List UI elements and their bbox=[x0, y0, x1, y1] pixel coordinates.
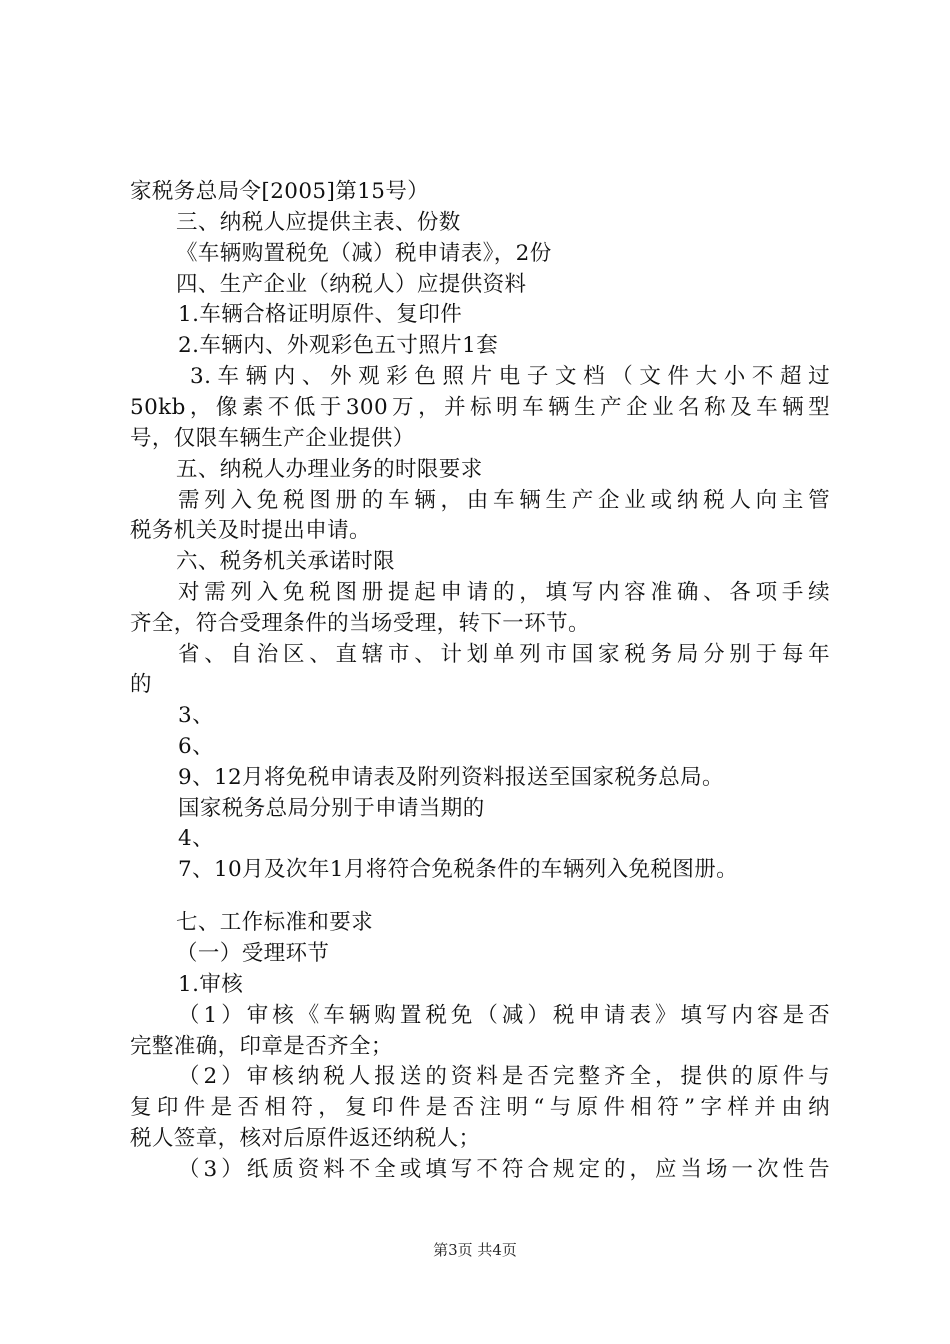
list-item: （1）审核《车辆购置税免（减）税申请表》填写内容是否 bbox=[178, 1003, 830, 1028]
body-line: 《车辆购置税免（减）税申请表》，2份 bbox=[176, 241, 552, 266]
body-line: 税人签章，核对后原件返还纳税人； bbox=[130, 1126, 481, 1151]
subsection-heading: 1.审核 bbox=[178, 972, 244, 997]
body-line: 6、 bbox=[178, 734, 214, 759]
body-line: 齐全，符合受理条件的当场受理，转下一环节。 bbox=[130, 611, 590, 636]
body-line: 9、12月将免税申请表及附列资料报送至国家税务总局。 bbox=[178, 765, 724, 790]
list-item: （3）纸质资料不全或填写不符合规定的，应当场一次性告 bbox=[178, 1157, 830, 1182]
body-line: 的 bbox=[130, 672, 152, 697]
list-item: 3.车辆内、外观彩色照片电子文档（文件大小不超过 bbox=[190, 364, 830, 389]
section-heading: 七、工作标准和要求 bbox=[176, 910, 374, 935]
list-item: （2）审核纳税人报送的资料是否完整齐全，提供的原件与 bbox=[178, 1064, 830, 1089]
list-item: 1.车辆合格证明原件、复印件 bbox=[178, 302, 463, 327]
page-footer: 第3页 共4页 bbox=[433, 1241, 517, 1259]
body-line: 对需列入免税图册提起申请的，填写内容准确、各项手续 bbox=[178, 580, 830, 605]
body-line: 4、 bbox=[178, 826, 214, 851]
body-line: 50kb，像素不低于300万，并标明车辆生产企业名称及车辆型 bbox=[130, 395, 830, 420]
body-line: 家税务总局令[2005]第15号） bbox=[130, 179, 430, 204]
body-line: 号，仅限车辆生产企业提供） bbox=[130, 426, 415, 451]
section-heading: 三、纳税人应提供主表、份数 bbox=[176, 210, 461, 235]
body-line: 3、 bbox=[178, 703, 214, 728]
section-heading: 五、纳税人办理业务的时限要求 bbox=[176, 457, 483, 482]
body-line: 国家税务总局分别于申请当期的 bbox=[178, 796, 485, 821]
body-line: 需列入免税图册的车辆，由车辆生产企业或纳税人向主管 bbox=[178, 488, 830, 513]
body-line: 完整准确，印章是否齐全； bbox=[130, 1034, 393, 1059]
subsection-heading: （一）受理环节 bbox=[176, 941, 330, 966]
section-heading: 六、税务机关承诺时限 bbox=[176, 549, 396, 574]
section-heading: 四、生产企业（纳税人）应提供资料 bbox=[176, 272, 527, 297]
body-line: 复印件是否相符，复印件是否注明“与原件相符”字样并由纳 bbox=[130, 1095, 830, 1120]
list-item: 2.车辆内、外观彩色五寸照片1套 bbox=[178, 333, 499, 358]
body-line: 省、自治区、直辖市、计划单列市国家税务局分别于每年 bbox=[178, 642, 830, 667]
body-line: 税务机关及时提出申请。 bbox=[130, 518, 371, 543]
body-line: 7、10月及次年1月将符合免税条件的车辆列入免税图册。 bbox=[178, 857, 739, 882]
